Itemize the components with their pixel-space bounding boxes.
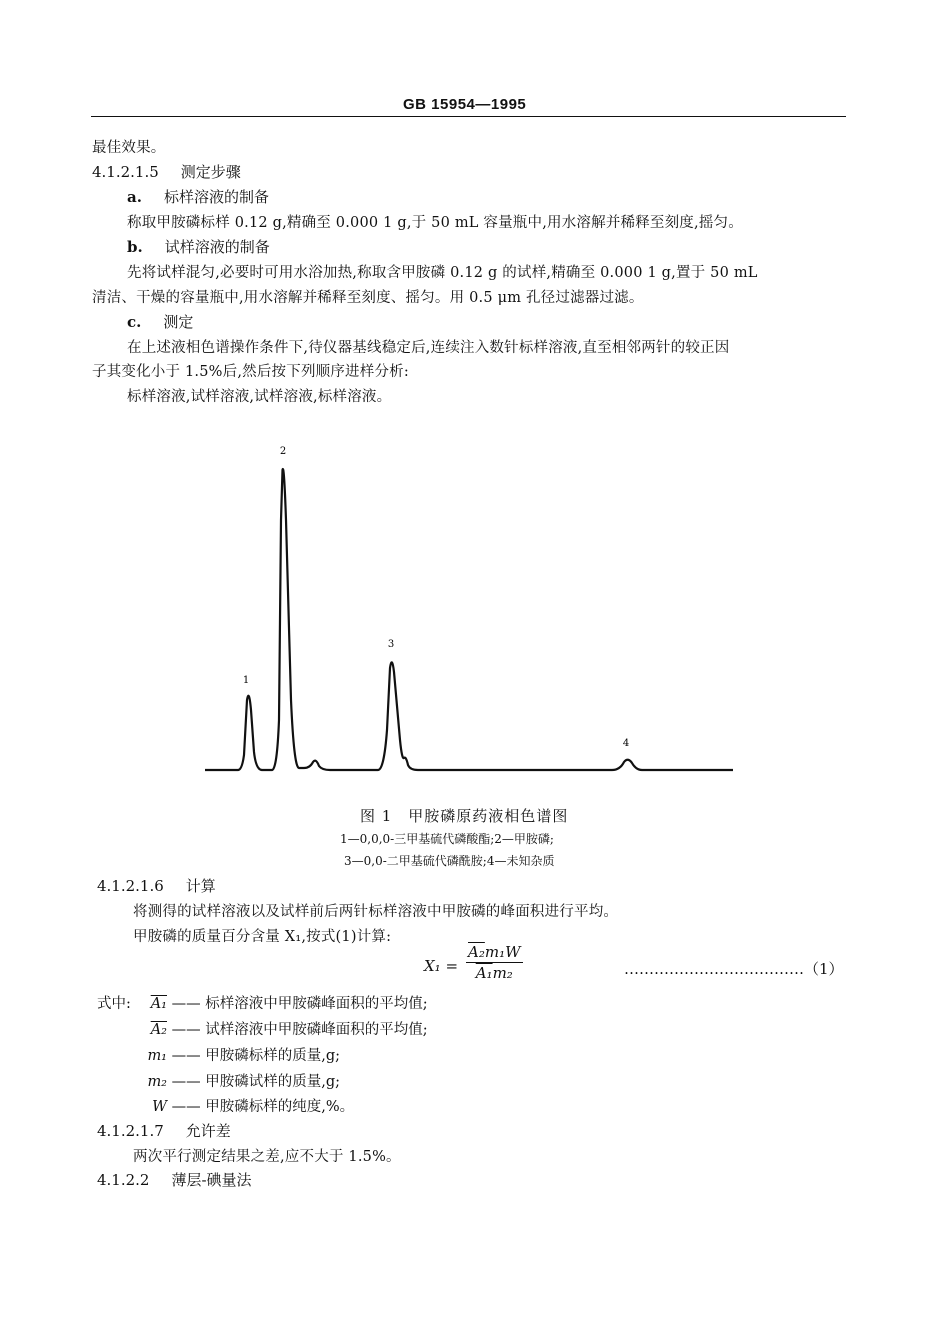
paragraph-a: 称取甲胺磷标样 0.12 g,精确至 0.000 1 g,于 50 mL 容量瓶中,用水溶解并稀释至刻度,摇匀。 [127, 215, 743, 231]
calc-text-2: 甲胺磷的质量百分含量 X₁,按式(1)计算: [133, 929, 392, 945]
section-title: 允许差 [185, 1122, 231, 1140]
peak-label-2: 2 [279, 446, 287, 457]
section-number: 4.1.2.1.7 [97, 1122, 164, 1140]
figure-legend-line2: 3—0,0-二甲基硫代磷酰胺;4—未知杂质 [344, 854, 555, 868]
section-title: 测定步骤 [180, 163, 241, 181]
paragraph-c-line3: 标样溶液,试样溶液,试样溶液,标样溶液。 [127, 389, 392, 405]
peak-label-3: 3 [387, 639, 395, 650]
calc-text-1: 将测得的试样溶液以及试样前后两针标样溶液中甲胺磷的峰面积进行平均。 [133, 904, 619, 920]
item-label: a. [127, 188, 142, 206]
definition-row: m₁ —— 甲胺磷标样的质量,g; [147, 1048, 340, 1064]
peak-label-4: 4 [622, 738, 630, 749]
figure-legend-line1: 1—0,0,0-三甲基硫代磷酸酯;2—甲胺磷; [340, 832, 554, 846]
section-4-1-2-2 [97, 1169, 252, 1190]
formula-numerator: A₂m₁W [468, 943, 521, 961]
section-4-1-2-1-6 [97, 875, 216, 896]
section-number: 4.1.2.2 [97, 1171, 150, 1189]
item-title: 测定 [163, 313, 194, 331]
definition-row: A₁ —— 标样溶液中甲胺磷峰面积的平均值; [150, 996, 428, 1012]
paragraph-b-line2: 清洁、干燥的容量瓶中,用水溶解并稀释至刻度、摇匀。用 0.5 μm 孔径过滤器过滤。 [92, 290, 644, 306]
definition-row: W —— 甲胺磷标样的纯度,%。 [152, 1099, 355, 1115]
definition-row: A₂ —— 试样溶液中甲胺磷峰面积的平均值; [150, 1022, 428, 1038]
item-title: 标样溶液的制备 [163, 188, 269, 206]
definition-row: m₂ —— 甲胺磷试样的质量,g; [147, 1074, 340, 1090]
item-label: c. [127, 313, 142, 331]
paragraph-b-line1: 先将试样混匀,必要时可用水浴加热,称取含甲胺磷 0.12 g 的试样,精确至 0.000 1 g,置于 50 mL [127, 265, 758, 281]
intro-text: 最佳效果。 [92, 140, 166, 156]
paragraph-c-line1: 在上述液相色谱操作条件下,待仪器基线稳定后,连续注入数针标样溶液,直至相邻两针的较正因 [127, 340, 730, 356]
formula-number: ………………………………（1） [624, 960, 844, 978]
section-title: 薄层-碘量法 [171, 1171, 252, 1189]
formula-lhs: X₁ = [424, 957, 459, 975]
item-label: b. [127, 238, 143, 256]
formula-denominator: A₁m₂ [475, 964, 513, 982]
definitions-intro: 式中: [97, 996, 131, 1012]
figure-caption: 图 1 甲胺磷原药液相色谱图 [360, 807, 569, 825]
section-4-1-2-1-7 [97, 1120, 231, 1141]
tolerance-text: 两次平行测定结果之差,应不大于 1.5%。 [133, 1149, 401, 1165]
formula-fraction [466, 943, 523, 982]
section-number: 4.1.2.1.5 [92, 163, 159, 181]
section-number: 4.1.2.1.6 [97, 877, 164, 895]
section-title: 计算 [185, 877, 216, 895]
chromatogram-trace [205, 469, 733, 770]
peak-label-1: 1 [242, 675, 250, 686]
paragraph-c-line2: 子其变化小于 1.5%后,然后按下列顺序进样分析: [92, 364, 409, 380]
standard-code: GB 15954—1995 [403, 96, 527, 113]
item-title: 试样溶液的制备 [164, 238, 270, 256]
